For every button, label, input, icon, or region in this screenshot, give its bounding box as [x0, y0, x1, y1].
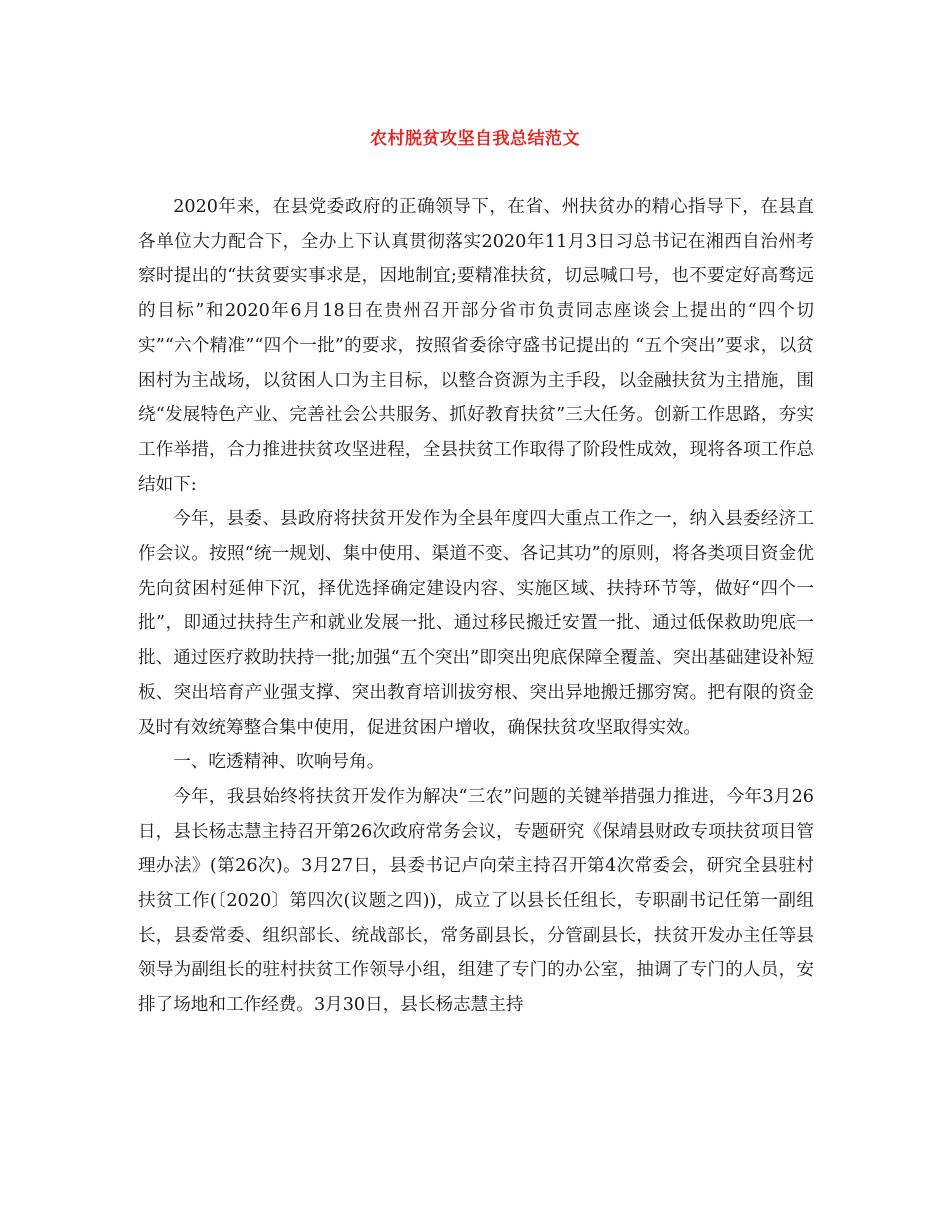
document-body — [138, 190, 814, 1023]
paragraph: 今年，我县始终将扶贫开发作为解决“三农”问题的关键举措强力推进，今年3月26日，县长杨志慧主持召开第26次政府常务会议，专题研究《保靖县财政专项扶贫项目管理办法》(第26次)。3月27日，县委书记卢向荣主持召开第4次常委会，研究全县驻村扶贫工作(〔2020〕第四次(议题之四))，成立了以县长任组长，专职副书记任第一副组长，县委常委、组织部长、统战部长，常务副县长，分管副县长，扶贫开发办主任等县领导为副组长的驻村扶贫工作领导小组，组建了专门的办公室，抽调了专门的人员，安排了场地和工作经费。3月30日，县长杨志慧主持 — [138, 786, 814, 1016]
section-heading: 一、吃透精神、吹响号角。 — [173, 752, 385, 773]
paragraph: 2020年来，在县党委政府的正确领导下，在省、州扶贫办的精心指导下，在县直各单位大力配合下，全办上下认真贯彻落实2020年11月3日习总书记在湘西自治州考察时提出的“扶贫要实事求是，因地制宜;要精准扶贫，切忌喊口号，也不要定好高骛远的目标”和2020年6月18日在贵州召开部分省市负责同志座谈会上提出的“四个切实”“六个精准”“四个一批”的要求，按照省委徐守盛书记提出的 “五个突出”要求，以贫困村为主战场，以贫困人口为主目标，以整合资源为主手段，以金融扶贫为主措施，围绕“发展特色产业、完善社会公共服务、抓好教育扶贫”三大任务。创新工作思路，夯实工作举措，合力推进扶贫攻坚进程，全县扶贫工作取得了阶段性成效，现将各项工作总结如下: — [138, 197, 814, 495]
document-title: 农村脱贫攻坚自我总结范文 — [370, 129, 580, 149]
paragraph: 今年，县委、县政府将扶贫开发作为全县年度四大重点工作之一，纳入县委经济工作会议。按照“统一规划、集中使用、渠道不变、各记其功”的原则，将各类项目资金优先向贫困村延伸下沉，择优选择确定建设内容、实施区域、扶持环节等，做好“四个一批”，即通过扶持生产和就业发展一批、通过移民搬迁安置一批、通过低保救助兜底一批、通过医疗救助扶持一批;加强“五个突出”即突出兜底保障全覆盖、突出基础建设补短板、突出培育产业强支撑、突出教育培训拔穷根、突出异地搬迁挪穷窝。把有限的资金及时有效统筹整合集中使用，促进贫困户增收，确保扶贫攻坚取得实效。 — [138, 509, 814, 738]
